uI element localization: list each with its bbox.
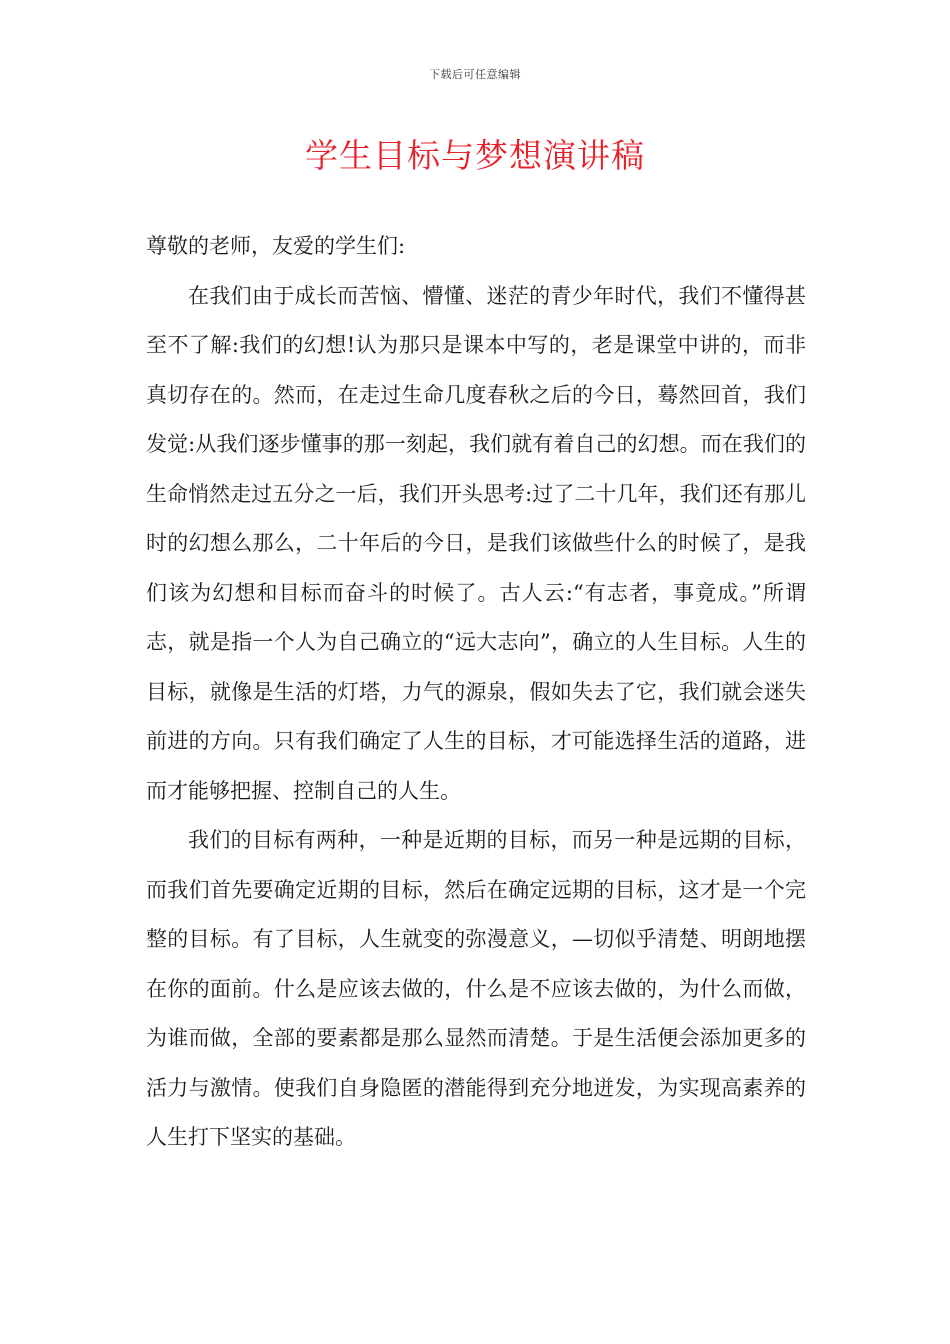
document-body [146, 222, 806, 1163]
header-note: 下载后可任意编辑 [429, 68, 521, 81]
document-title: 学生目标与梦想演讲稿 [305, 136, 645, 175]
salutation: 尊敬的老师，友爱的学生们: [146, 234, 406, 258]
paragraph-2: 我们的目标有两种，一种是近期的目标，而另一种是远期的目标，而我们首先要确定近期的目标，然后在确定远期的目标，这才是一个完整的目标。有了目标，人生就变的弥漫意义，—切似乎清楚、明朗地摆在你的面前。什么是应该去做的，什么是不应该去做的，为什么而做，为谁而做，全部的要素都是那么显然而清楚。于是生活便会添加更多的活力与激情。使我们自身隐匿的潜能得到充分地迸发，为实现高素养的人生打下坚实的基础。 [146, 828, 806, 1149]
paragraph-1: 在我们由于成长而苦恼、懵懂、迷茫的青少年时代，我们不懂得甚至不了解:我们的幻想!认为那只是课本中写的，老是课堂中讲的，而非真切存在的。然而，在走过生命几度春秋之后的今日，蓦然回首，我们发觉:从我们逐步懂事的那一刻起，我们就有着自己的幻想。而在我们的生命悄然走过五分之一后，我们开头思考:过了二十几年，我们还有那儿时的幻想么那么，二十年后的今日，是我们该做些什么的时候了，是我们该为幻想和目标而奋斗的时候了。古人云:“有志者，事竟成。”所谓志，就是指一个人为自己确立的“远大志向”，确立的人生目标。人生的目标，就像是生活的灯塔，力气的源泉，假如失去了它，我们就会迷失前进的方向。只有我们确定了人生的目标，才可能选择生活的道路，进而才能够把握、控制自己的人生。 [146, 283, 806, 803]
